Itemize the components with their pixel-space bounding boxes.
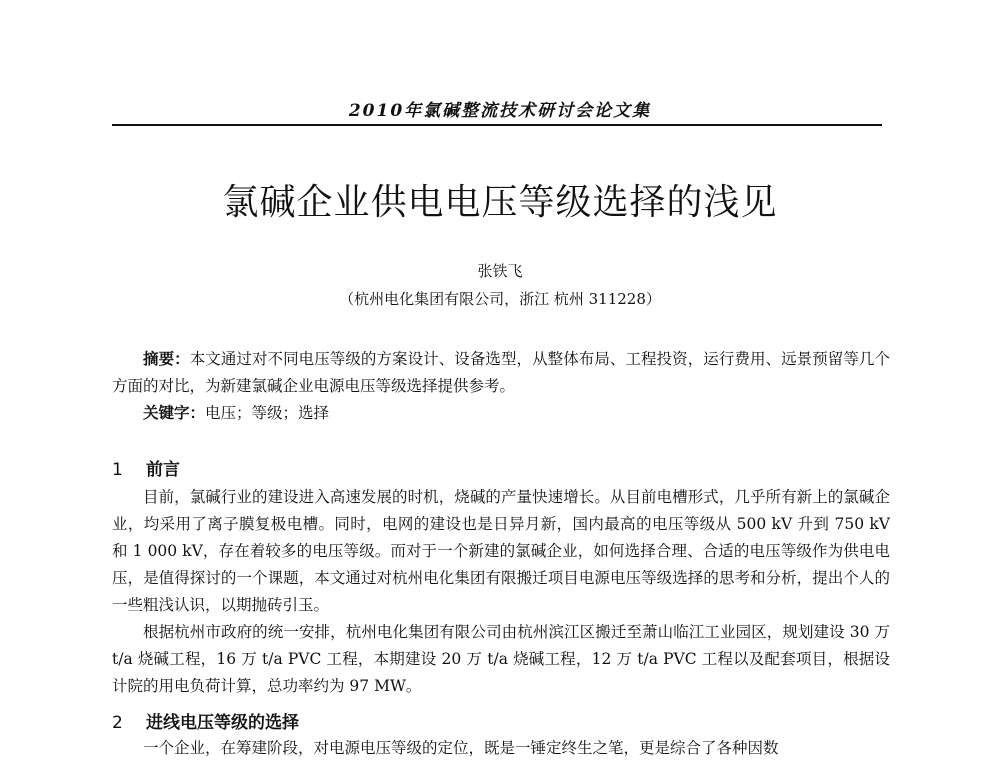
section-number: 2 bbox=[112, 713, 123, 733]
paper-title: 氯碱企业供电电压等级选择的浅见 bbox=[222, 182, 778, 223]
keywords bbox=[112, 399, 890, 427]
author-name: 张铁飞 bbox=[477, 262, 523, 280]
keywords-text: 电压；等级；选择 bbox=[205, 404, 330, 422]
running-header: 2010年氯碱整流技术研讨会论文集 bbox=[348, 101, 652, 121]
section-number: 1 bbox=[112, 460, 123, 480]
section-title: 进线电压等级的选择 bbox=[146, 713, 299, 733]
abstract-label: 摘要： bbox=[143, 349, 190, 368]
paragraph: 目前，氯碱行业的建设进入高速发展的时机，烧碱的产量快速增长。从目前电槽形式，几乎所有新上的氯碱企业，均采用了离子膜复极电槽。同时，电网的建设也是日异月新，国内最高的电压等级从 500 kV 升到 750 kV 和 1 000 kV，存在着较多的电压等级。而对于一个新建的氯碱企业，如何选择合理、合适的电压等级作为供电电压，是值得探讨的一个课题，本文通过对杭州电化集团有限搬迁项目电源电压等级选择的思考和分析，提出个人的一些粗浅认识，以期抛砖引玉。 bbox=[112, 488, 890, 614]
abstract bbox=[112, 345, 890, 400]
abstract-text: 本文通过对不同电压等级的方案设计、设备选型，从整体布局、工程投资，运行费用、远景预留等几个方面的对比，为新建氯碱企业电源电压等级选择提供参考。 bbox=[112, 350, 890, 395]
section-heading-2 bbox=[112, 708, 299, 733]
header-rule bbox=[112, 124, 882, 126]
section-heading-1 bbox=[112, 455, 180, 480]
paragraph: 一个企业，在筹建阶段，对电源电压等级的定位，既是一锤定终生之笔，更是综合了各种因数 bbox=[143, 739, 779, 757]
keywords-label: 关键字： bbox=[143, 403, 206, 422]
section-title: 前言 bbox=[146, 460, 180, 480]
author-affiliation: （杭州电化集团有限公司，浙江 杭州 311228） bbox=[339, 290, 661, 308]
paragraph: 根据杭州市政府的统一安排，杭州电化集团有限公司由杭州滨江区搬迁至萧山临江工业园区，规划建设 30 万 t/a 烧碱工程，16 万 t/a PVC 工程，本期建设 20 万 t/a 烧碱工程，12 万 t/a PVC 工程以及配套项目，根据设计院的用电负荷计算，总功率约为 97 MW。 bbox=[112, 623, 890, 695]
